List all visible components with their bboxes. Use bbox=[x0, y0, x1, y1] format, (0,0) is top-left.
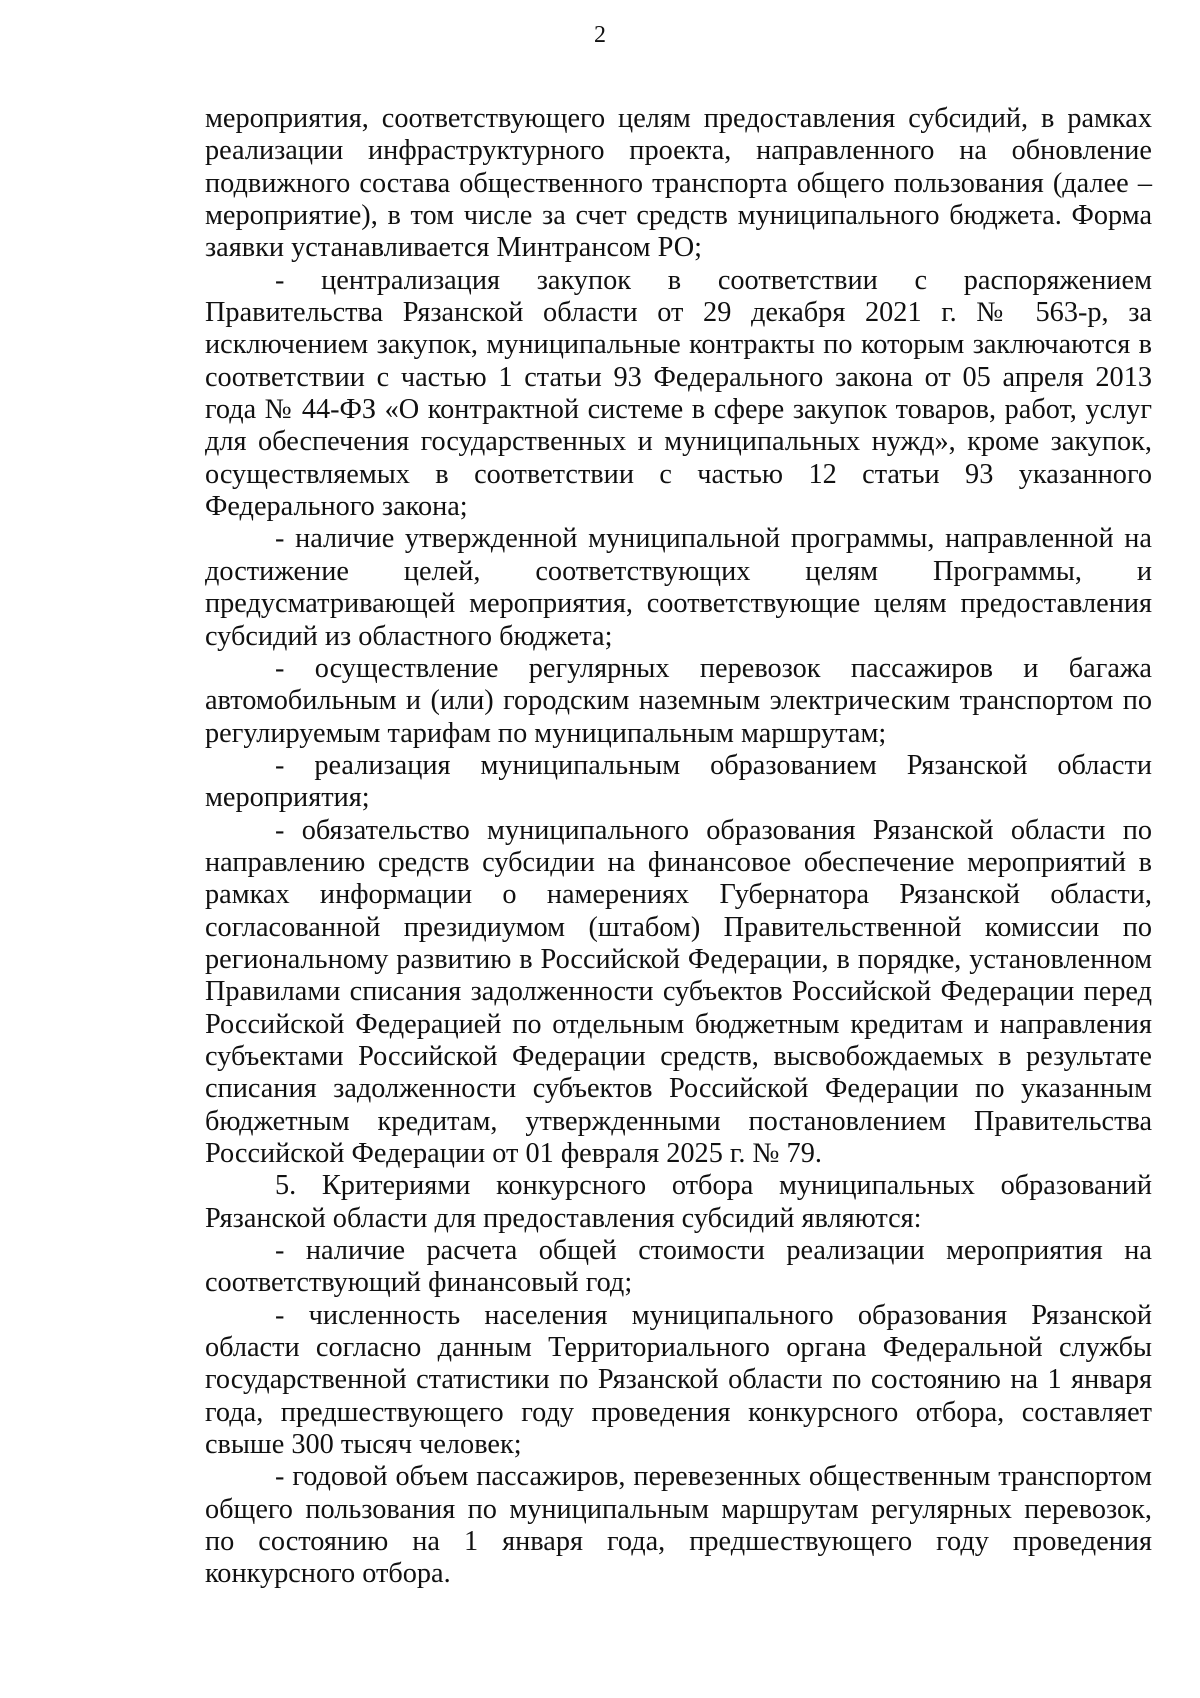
paragraph-passenger-volume: - годовой объем пассажиров, перевезенных общественным транспортом общего пользования по муниципальным маршрутам регулярных перевозок, по состоянию на 1 января года, предшествующего году проведения конкурсного отбора. bbox=[205, 1461, 1152, 1590]
paragraph-cost-calculation: - наличие расчета общей стоимости реализации мероприятия на соответствующий финансовый год; bbox=[205, 1235, 1152, 1299]
paragraph-regular-transport: - осуществление регулярных перевозок пассажиров и багажа автомобильным и (или) городским наземным электрическим транспортом по регулируемым тарифам по муниципальным маршрутам; bbox=[205, 652, 1152, 749]
page-number: 2 bbox=[594, 22, 606, 48]
paragraph-continuation: мероприятия, соответствующего целям предоставления субсидий, в рамках реализации инфраструктурного проекта, направленного на обновление подвижного состава общественного транспорта общего пользования (далее – мероприятие), в том числе за счет средств муниципального бюджета. Форма заявки устанавливается Минтрансом РО; bbox=[205, 103, 1152, 264]
paragraph-population: - численность населения муниципального образования Рязанской области согласно данным Территориального органа Федеральной службы государственной статистики по Рязанской области по состоянию на 1 января года, предшествующего году проведения конкурсного отбора, составляет свыше 300 тысяч человек; bbox=[205, 1299, 1152, 1461]
paragraph-obligation: - обязательство муниципального образования Рязанской области по направлению средств субсидии на финансовое обеспечение мероприятий в рамках информации о намерениях Губернатора Рязанской области, согласованной президиумом (штабом) Правительственной комиссии по региональному развитию в Российской Федерации, в порядке, установленном Правилами списания задолженности субъектов Российской Федерации перед Российской Федерацией по отдельным бюджетным кредитам и направления субъектами Российской Федерации средств, высвобождаемых в результате списания задолженности субъектов Российской Федерации по указанным бюджетным кредитам, утвержденными постановлением Правительства Российской Федерации от 01 февраля 2025 г. № 79. bbox=[205, 814, 1152, 1169]
document-body bbox=[205, 103, 1152, 1591]
paragraph-selection-criteria: 5. Критериями конкурсного отбора муниципальных образований Рязанской области для предоставления субсидий являются: bbox=[205, 1170, 1152, 1234]
paragraph-municipal-program: - наличие утвержденной муниципальной программы, направленной на достижение целей, соответствующих целям Программы, и предусматривающей мероприятия, соответствующие целям предоставления субсидий из областного бюджета; bbox=[205, 523, 1152, 652]
paragraph-procurement-centralization: - централизация закупок в соответствии с распоряжением Правительства Рязанской области от 29 декабря 2021 г. № 563-р, за исключением закупок, муниципальные контракты по которым заключаются в соответствии с частью 1 статьи 93 Федерального закона от 05 апреля 2013 года № 44-ФЗ «О контрактной системе в сфере закупок товаров, работ, услуг для обеспечения государственных и муниципальных нужд», кроме закупок, осуществляемых в соответствии с частью 12 статьи 93 указанного Федерального закона; bbox=[205, 264, 1152, 523]
paragraph-implementation: - реализация муниципальным образованием Рязанской области мероприятия; bbox=[205, 749, 1152, 814]
